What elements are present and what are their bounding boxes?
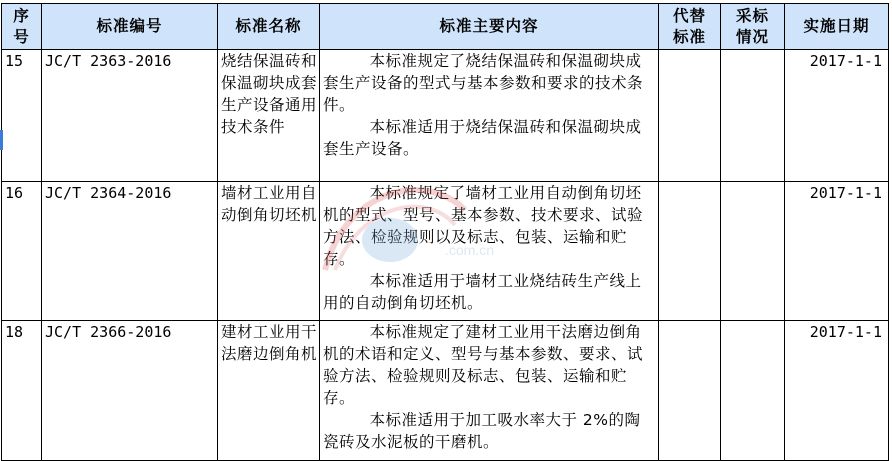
table-row (2, 50, 889, 182)
cell-date[interactable]: 2017-1-1 (785, 321, 889, 461)
header-row (2, 4, 889, 50)
column-header-name[interactable]: 标准名称 (218, 4, 320, 50)
table-row (2, 321, 889, 461)
column-header-index[interactable]: 序 号 (2, 4, 42, 50)
content-paragraph: 本标准适用于加工吸水率大于 2%的陶瓷砖及水泥板的干磨机。 (323, 411, 641, 451)
column-header-content[interactable]: 标准主要内容 (320, 4, 659, 50)
table-row (2, 182, 889, 321)
cell-name[interactable]: 烧结保温砖和保温砌块成套生产设备通用技术条件 (218, 50, 320, 182)
watermark-text: .com.cn (445, 242, 495, 258)
cell-adopt[interactable] (721, 50, 785, 182)
cell-index[interactable]: 16 (2, 182, 42, 321)
column-header-date[interactable]: 实施日期 (785, 4, 889, 50)
cell-content[interactable] (320, 50, 659, 182)
cell-date[interactable]: 2017-1-1 (785, 182, 889, 321)
cell-name[interactable]: 建材工业用干法磨边倒角机 (218, 321, 320, 461)
cell-adopt[interactable] (721, 321, 785, 461)
cell-adopt[interactable] (721, 182, 785, 321)
content-paragraph: 本标准规定了烧结保温砖和保温砌块成套生产设备的型式与基本参数和要求的技术条件。 (323, 52, 644, 114)
cell-replace[interactable] (659, 321, 721, 461)
cell-content[interactable] (320, 321, 659, 461)
row-marker (0, 130, 3, 150)
cell-name[interactable]: 墙材工业用自动倒角切坯机 (218, 182, 320, 321)
standards-table (1, 3, 889, 461)
cell-code[interactable]: JC/T 2364-2016 (42, 182, 218, 321)
column-header-replace[interactable]: 代替 标准 (659, 4, 721, 50)
cell-index[interactable]: 15 (2, 50, 42, 182)
content-paragraph: 本标准适用于烧结保温砖和保温砌块成套生产设备。 (323, 118, 642, 158)
cell-code[interactable]: JC/T 2366-2016 (42, 321, 218, 461)
cell-index[interactable]: 18 (2, 321, 42, 461)
column-header-code[interactable]: 标准编号 (42, 4, 218, 50)
content-paragraph: 本标准规定了墙材工业用自动倒角切坯机的型式、型号、基本参数、技术要求、试验方法、检验规则以及标志、包装、运输和贮存。 (323, 184, 644, 268)
column-header-adopt[interactable]: 采标 情况 (721, 4, 785, 50)
content-paragraph: 本标准规定了建材工业用干法磨边倒角机的术语和定义、型号与基本参数、要求、试验方法、检验规则及标志、包装、运输和贮存。 (323, 323, 644, 407)
cell-code[interactable]: JC/T 2363-2016 (42, 50, 218, 182)
cell-replace[interactable] (659, 182, 721, 321)
cell-replace[interactable] (659, 50, 721, 182)
cell-date[interactable]: 2017-1-1 (785, 50, 889, 182)
cell-content[interactable] (320, 182, 659, 321)
content-paragraph: 本标准适用于墙材工业烧结砖生产线上用的自动倒角切坯机。 (323, 272, 642, 312)
